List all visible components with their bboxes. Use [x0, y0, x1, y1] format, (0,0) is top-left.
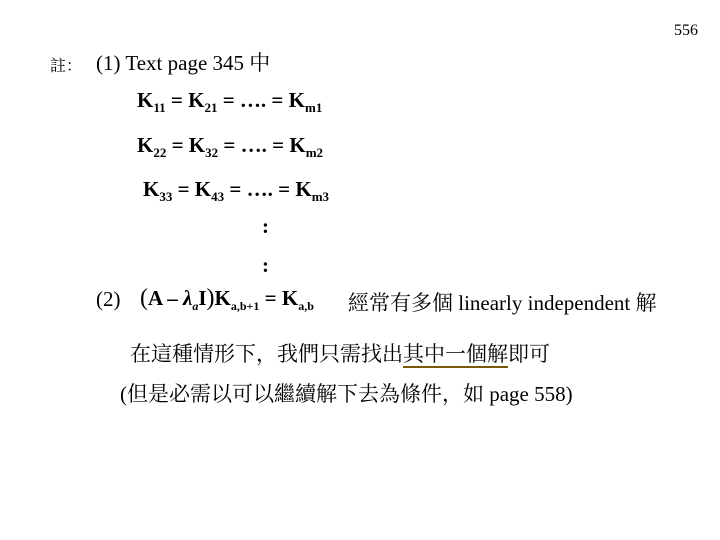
eq1-sub-a: 11 [153, 100, 166, 116]
formula-a: A – [148, 286, 184, 310]
eq3-sub-a: 33 [159, 189, 173, 205]
eq3-term-b: = K [172, 177, 212, 201]
eq2-term-c: = …. = K [218, 133, 306, 157]
equation-3 [143, 177, 329, 205]
eq3-term-c: = …. = K [224, 177, 312, 201]
page-number: 556 [674, 22, 698, 39]
vertical-dots-1: : [262, 214, 269, 238]
formula-lambda: λ [183, 286, 193, 310]
eq3-sub-c: m3 [311, 189, 330, 205]
eq1-sub-c: m1 [304, 100, 323, 116]
instruction-underlined: 其中一個解 [403, 342, 508, 366]
condition-note: (但是必需以可以繼續解下去為條件，如 page 558) [120, 382, 573, 406]
eq2-term-a: K [137, 133, 154, 157]
formula-description: 經常有多個 linearly independent 解 [348, 291, 657, 315]
eq2-term-b: = K [166, 133, 206, 157]
note-item-1: (1) Text page 345 中 [96, 51, 271, 75]
formula-k1: K [214, 286, 231, 310]
eigen-formula [140, 285, 314, 314]
eq2-sub-c: m2 [305, 145, 324, 161]
formula-k1-sub: a,b+1 [230, 299, 260, 314]
eq1-term-c: = …. = K [217, 88, 305, 112]
note-item-2-label: (2) [96, 287, 121, 311]
formula-identity: I [198, 286, 207, 310]
eq2-sub-b: 32 [205, 145, 219, 161]
eq1-term-b: = K [165, 88, 205, 112]
formula-open-paren: ( [140, 285, 148, 311]
instruction-before: 在這種情形下，我們只需找出 [130, 342, 403, 366]
eq1-term-a: K [137, 88, 154, 112]
instruction-line [130, 338, 550, 368]
equation-2 [137, 133, 323, 161]
eq3-sub-b: 43 [211, 189, 225, 205]
vertical-dots-2: : [262, 253, 269, 277]
eq1-sub-b: 21 [204, 100, 218, 116]
eq2-sub-a: 22 [153, 145, 167, 161]
formula-eq: = K [259, 286, 299, 310]
instruction-after: 即可 [508, 342, 550, 366]
formula-lambda-sub: a [192, 299, 199, 314]
note-label: 註： [50, 58, 83, 75]
formula-k2-sub: a,b [298, 299, 314, 314]
formula-close-paren: ) [206, 285, 215, 311]
equation-1 [137, 88, 322, 116]
eq3-term-a: K [143, 177, 160, 201]
